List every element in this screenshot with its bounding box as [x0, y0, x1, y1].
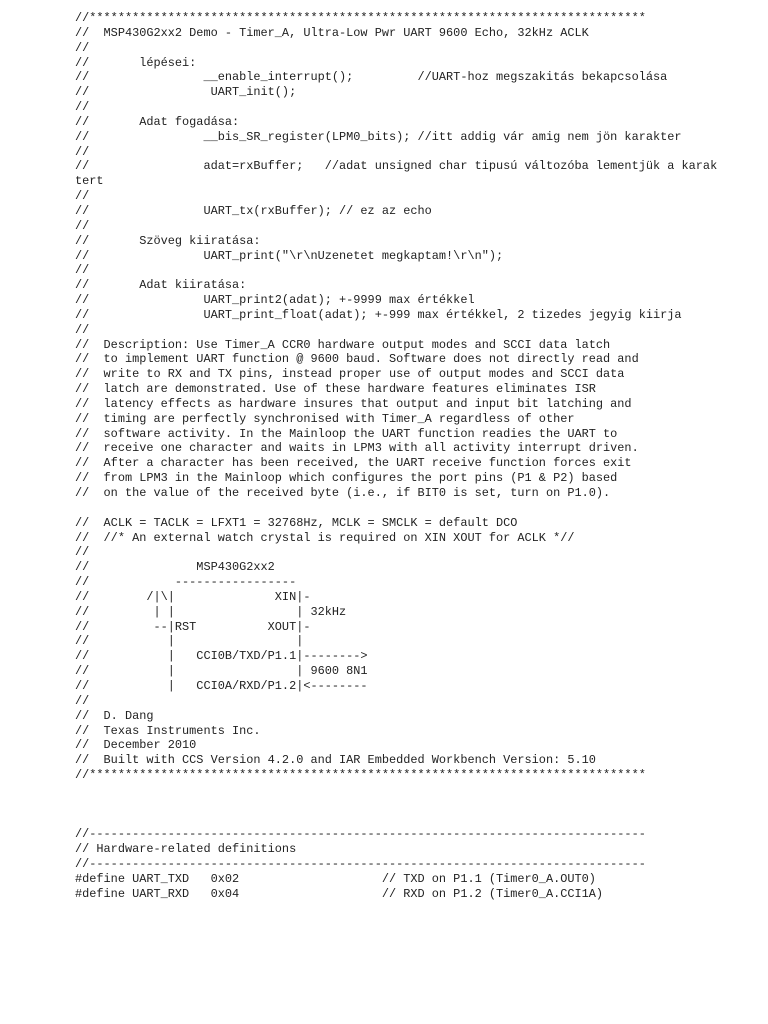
code-line: // Texas Instruments Inc.: [75, 723, 261, 738]
code-line: // latch are demonstrated. Use of these hardware features eliminates ISR: [75, 382, 596, 397]
code-line: //******************************************************************************: [75, 11, 646, 25]
code-line: // lépései:: [75, 55, 197, 70]
code-line: [75, 813, 755, 828]
code-line: // MSP430G2xx2: [75, 560, 275, 575]
code-line: //------------------------------------------------------------------------------: [75, 857, 646, 872]
code-line: // on the value of the received byte (i.e., if BIT0 is set, turn on P1.0).: [75, 486, 611, 500]
code-listing: [75, 11, 755, 902]
code-line: // ACLK = TACLK = LFXT1 = 32768Hz, MCLK = SMCLK = default DCO: [75, 515, 518, 530]
code-line: // After a character has been received, the UART receive function forces exit: [75, 456, 632, 471]
code-line: //: [75, 263, 90, 278]
code-line: // --|RST XOUT|-: [75, 619, 311, 634]
code-line: // UART_init();: [75, 85, 297, 100]
code-line: // Adat fogadása:: [75, 114, 240, 129]
code-line: #define UART_RXD 0x04 // RXD on P1.2 (Timer0_A.CCI1A): [75, 886, 604, 901]
code-line: // __bis_SR_register(LPM0_bits); //itt addig vár amig nem jön karakter: [75, 129, 682, 144]
code-line: // D. Dang: [75, 708, 154, 723]
code-line: // write to RX and TX pins, instead proper use of output modes and SCCI data: [75, 367, 625, 382]
code-line: //: [75, 189, 90, 204]
code-line: //: [75, 100, 90, 115]
code-line: // __enable_interrupt(); //UART-hoz megszakitás bekapcsolása: [75, 70, 668, 85]
code-line: // | | 9600 8N1: [75, 664, 368, 679]
code-line: // from LPM3 in the Mainloop which configures the port pins (P1 & P2) based: [75, 471, 618, 486]
code-line: // Adat kiiratása:: [75, 278, 247, 293]
code-line: // software activity. In the Mainloop the UART function readies the UART to: [75, 426, 618, 441]
code-line: //: [75, 218, 90, 233]
code-line: // | | | 32kHz: [75, 604, 347, 619]
code-line: // -----------------: [75, 575, 297, 590]
code-line: //: [75, 545, 90, 560]
code-line: //: [75, 693, 90, 708]
code-line: // Description: Use Timer_A CCR0 hardware output modes and SCCI data latch: [75, 337, 611, 352]
code-line: // UART_print_float(adat); +-999 max értékkel, 2 tizedes jegyig kiirja: [75, 307, 682, 322]
code-line: tert: [75, 174, 104, 189]
code-line: // Hardware-related definitions: [75, 842, 297, 857]
code-line: [75, 783, 755, 798]
code-line: // /|\| XIN|-: [75, 589, 311, 604]
code-line: // adat=rxBuffer; //adat unsigned char tipusú változóba lementjük a karak: [75, 159, 718, 174]
code-line: // timing are perfectly synchronised with Timer_A regardless of other: [75, 411, 575, 426]
code-line: // latency effects as hardware insures that output and input bit latching and: [75, 396, 632, 411]
code-line: // | CCI0B/TXD/P1.1|-------->: [75, 649, 368, 664]
code-line: //: [75, 40, 90, 55]
code-line: // | CCI0A/RXD/P1.2|<--------: [75, 678, 368, 693]
code-line: //******************************************************************************: [75, 768, 646, 783]
code-line: // to implement UART function @ 9600 baud. Software does not directly read and: [75, 352, 639, 367]
code-line: // UART_tx(rxBuffer); // ez az echo: [75, 203, 432, 218]
code-line: // UART_print2(adat); +-9999 max értékkel: [75, 293, 475, 308]
code-line: // Szöveg kiiratása:: [75, 233, 261, 248]
code-line: // //* An external watch crystal is required on XIN XOUT for ACLK *//: [75, 530, 575, 545]
code-line: #define UART_TXD 0x02 // TXD on P1.1 (Timer0_A.OUT0): [75, 871, 596, 886]
code-line: // UART_print("\r\nUzenetet megkaptam!\r\n");: [75, 248, 504, 263]
code-line: // Built with CCS Version 4.2.0 and IAR Embedded Workbench Version: 5.10: [75, 753, 596, 768]
code-line: // receive one character and waits in LPM3 with all activity interrupt driven.: [75, 441, 639, 456]
code-line: //: [75, 322, 90, 337]
code-line: // MSP430G2xx2 Demo - Timer_A, Ultra-Low Pwr UART 9600 Echo, 32kHz ACLK: [75, 25, 589, 40]
code-line: // | |: [75, 634, 304, 649]
code-line: //: [75, 144, 90, 159]
code-line: [75, 501, 755, 516]
code-line: // December 2010: [75, 738, 197, 753]
code-line: //------------------------------------------------------------------------------: [75, 827, 646, 842]
code-line: [75, 798, 755, 813]
